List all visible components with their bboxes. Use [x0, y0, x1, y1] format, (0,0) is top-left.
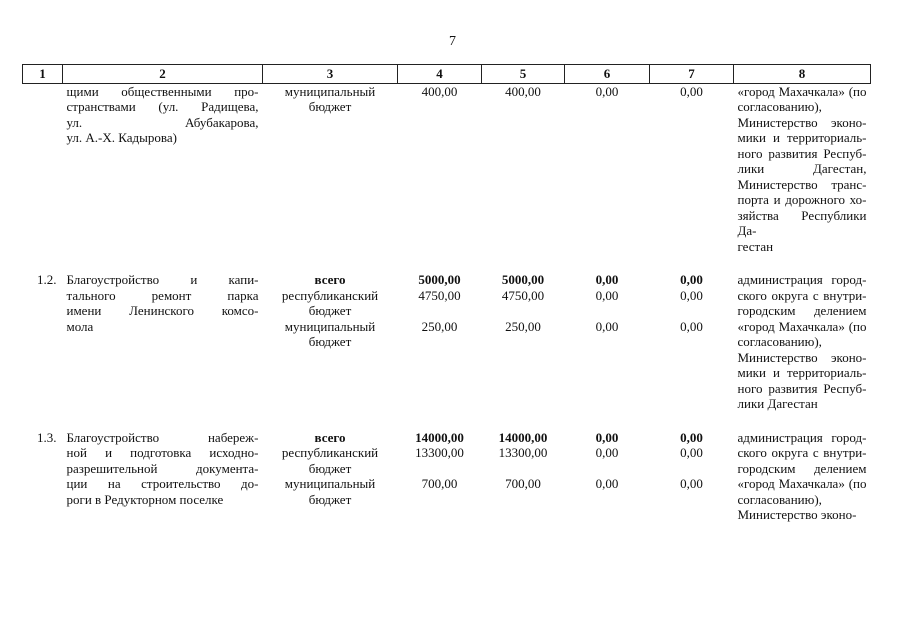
- header-col-8: 8: [734, 65, 871, 84]
- header-col-1: 1: [23, 65, 63, 84]
- total-amount: 0,00: [595, 429, 619, 445]
- header-col-7: 7: [650, 65, 734, 84]
- funding-source-label: бюджет: [308, 334, 352, 349]
- executor-line: ского округа с внутри-: [737, 287, 867, 303]
- measure-name-line: странствами (ул. Радищева,: [66, 99, 259, 114]
- measure-name-line: мола: [66, 318, 94, 334]
- amount-spacer: [486, 303, 561, 319]
- total-label: всего: [314, 429, 346, 445]
- source-amount: 0,00: [595, 83, 619, 99]
- amount-col-4-cell: [398, 272, 482, 412]
- amount-spacer: [486, 461, 561, 477]
- gap-cell: [650, 254, 734, 272]
- source-amount: 0,00: [595, 476, 619, 491]
- measure-name-line: роги в Редукторном поселке: [66, 491, 224, 507]
- gap-cell: [263, 412, 398, 430]
- gap-cell: [565, 254, 650, 272]
- measure-name-line: разрешительной документа-: [66, 460, 259, 476]
- executor-line: «город Махачкала» (по: [737, 476, 867, 491]
- executor-line: зяйства Республики Да-: [737, 207, 867, 238]
- table-body: [23, 83, 871, 523]
- executor-line: лики Дагестан,: [737, 161, 867, 176]
- row-number: 1.3.: [37, 429, 57, 445]
- measure-name-line: Благоустройство и капи-: [66, 272, 259, 287]
- amount-spacer: [402, 303, 478, 319]
- executor-line: ного развития Респуб-: [737, 380, 867, 396]
- amount-spacer: [654, 461, 730, 477]
- amount-spacer: [569, 461, 646, 477]
- source-amount: 0,00: [680, 287, 703, 303]
- table-row: [23, 272, 871, 412]
- source-amount: 0,00: [680, 83, 703, 99]
- amount-col-5-cell: [482, 430, 565, 523]
- executor-line: Министерство эконо-: [737, 349, 867, 365]
- funding-source-label: бюджет: [308, 99, 352, 114]
- executor-line: мики и территориаль-: [737, 365, 867, 380]
- row-number-cell: [23, 83, 63, 254]
- amount-spacer: [402, 334, 478, 350]
- total-amount: 0,00: [595, 272, 619, 287]
- measure-name-line: ул. А.-Х. Кадырова): [66, 130, 177, 145]
- measure-name-cell: [63, 272, 263, 412]
- gap-cell: [398, 254, 482, 272]
- source-amount: 250,00: [505, 318, 541, 334]
- source-amount: 700,00: [421, 476, 458, 491]
- source-amount: 0,00: [595, 445, 619, 460]
- measure-name-line: ул. Абубакарова,: [66, 114, 259, 130]
- gap-cell: [482, 254, 565, 272]
- source-amount: 0,00: [595, 287, 619, 303]
- total-amount: 5000,00: [501, 272, 545, 287]
- source-amount: 4750,00: [418, 287, 461, 303]
- source-amount: 700,00: [505, 476, 541, 491]
- executor-line: мики и территориаль-: [737, 130, 867, 145]
- amount-spacer: [569, 99, 646, 115]
- total-amount: 14000,00: [498, 429, 548, 445]
- amount-spacer: [654, 334, 730, 350]
- executor-line: ного развития Респуб-: [737, 145, 867, 161]
- executor-line: согласованию),: [737, 99, 822, 114]
- executor-line: порта и дорожного хо-: [737, 192, 867, 207]
- amount-spacer: [569, 334, 646, 350]
- executor-line: согласованию),: [737, 334, 822, 349]
- amount-spacer: [569, 492, 646, 508]
- table-header: [23, 65, 871, 84]
- executor-line: «город Махачкала» (по: [737, 318, 867, 334]
- executor-line: ского округа с внутри-: [737, 445, 867, 460]
- executor-line: городским делением: [737, 303, 867, 318]
- executor-line: Министерство эконо-: [737, 507, 857, 522]
- amount-col-6-cell: [565, 430, 650, 523]
- header-col-5: 5: [482, 65, 565, 84]
- funding-source-label: бюджет: [308, 460, 352, 476]
- executors-cell: [734, 83, 871, 254]
- source-amount: 4750,00: [501, 287, 545, 303]
- funding-source-cell: [263, 83, 398, 254]
- funding-source-label: республиканский: [281, 287, 379, 303]
- executor-line: Министерство эконо-: [737, 114, 867, 130]
- amount-col-4-cell: [398, 83, 482, 254]
- row-gap: [23, 412, 871, 430]
- amount-col-7-cell: [650, 83, 734, 254]
- amount-spacer: [486, 492, 561, 508]
- amount-spacer: [654, 99, 730, 115]
- measure-name-line: щими общественными про-: [66, 83, 259, 99]
- funding-source-label: муниципальный: [284, 476, 376, 491]
- amount-col-6-cell: [565, 83, 650, 254]
- measure-name-line: ной и подготовка исходно-: [66, 445, 259, 460]
- total-amount: 14000,00: [415, 429, 464, 445]
- amount-spacer: [402, 461, 478, 477]
- row-number-cell: [23, 430, 63, 523]
- executor-line: лики Дагестан: [737, 396, 818, 411]
- amount-col-6-cell: [565, 272, 650, 412]
- source-amount: 13300,00: [415, 445, 464, 460]
- source-amount: 13300,00: [498, 445, 548, 460]
- amount-col-5-cell: [482, 272, 565, 412]
- amount-spacer: [654, 303, 730, 319]
- funding-source-label: муниципальный: [284, 318, 376, 334]
- header-col-3: 3: [263, 65, 398, 84]
- gap-cell: [263, 254, 398, 272]
- header-col-6: 6: [565, 65, 650, 84]
- amount-spacer: [654, 492, 730, 508]
- amount-col-4-cell: [398, 430, 482, 523]
- funding-source-label: республиканский: [281, 445, 379, 460]
- row-gap: [23, 254, 871, 272]
- funding-source-cell: [263, 430, 398, 523]
- gap-cell: [482, 412, 565, 430]
- funding-source-cell: [263, 272, 398, 412]
- amount-spacer: [486, 334, 561, 350]
- row-number-cell: [23, 272, 63, 412]
- executor-line: администрация город-: [737, 429, 867, 445]
- amount-spacer: [569, 303, 646, 319]
- gap-cell: [650, 412, 734, 430]
- amount-spacer: [486, 99, 561, 115]
- row-number: 1.2.: [37, 272, 57, 287]
- total-label: всего: [314, 272, 346, 287]
- measure-name-line: тального ремонт парка: [66, 287, 259, 303]
- amount-col-7-cell: [650, 430, 734, 523]
- source-amount: 0,00: [680, 318, 703, 334]
- total-amount: 0,00: [680, 429, 703, 445]
- source-amount: 0,00: [595, 318, 619, 334]
- amount-spacer: [402, 99, 478, 115]
- measure-name-line: имени Ленинского комсо-: [66, 303, 259, 318]
- gap-cell: [565, 412, 650, 430]
- executor-line: Министерство транс-: [737, 176, 867, 192]
- funding-source-label: бюджет: [308, 303, 352, 318]
- measure-name-cell: [63, 430, 263, 523]
- gap-cell: [63, 412, 263, 430]
- executor-line: согласованию),: [737, 491, 822, 507]
- gap-cell: [23, 254, 63, 272]
- amount-col-5-cell: [482, 83, 565, 254]
- header-col-4: 4: [398, 65, 482, 84]
- program-table: [22, 64, 871, 523]
- amount-spacer: [402, 492, 478, 508]
- funding-source-label: бюджет: [308, 491, 352, 507]
- gap-cell: [63, 254, 263, 272]
- amount-col-7-cell: [650, 272, 734, 412]
- measure-name-cell: [63, 83, 263, 254]
- executor-line: городским делением: [737, 460, 867, 476]
- executor-line: гестан: [737, 238, 774, 254]
- gap-cell: [23, 412, 63, 430]
- gap-cell: [734, 254, 871, 272]
- table-row: [23, 83, 871, 254]
- measure-name-line: Благоустройство набереж-: [66, 429, 259, 445]
- executors-cell: [734, 272, 871, 412]
- source-amount: 400,00: [505, 83, 541, 99]
- table-row: [23, 430, 871, 523]
- source-amount: 400,00: [421, 83, 458, 99]
- executors-cell: [734, 430, 871, 523]
- source-amount: 250,00: [421, 318, 458, 334]
- measure-name-line: ции на строительство до-: [66, 476, 259, 491]
- source-amount: 0,00: [680, 445, 703, 460]
- header-col-2: 2: [63, 65, 263, 84]
- funding-source-label: муниципальный: [284, 83, 376, 99]
- executor-line: «город Махачкала» (по: [737, 83, 867, 99]
- source-amount: 0,00: [680, 476, 703, 491]
- gap-cell: [734, 412, 871, 430]
- page-number: 7: [449, 34, 456, 49]
- total-amount: 5000,00: [418, 272, 461, 287]
- gap-cell: [398, 412, 482, 430]
- total-amount: 0,00: [680, 272, 703, 287]
- executor-line: администрация город-: [737, 272, 867, 287]
